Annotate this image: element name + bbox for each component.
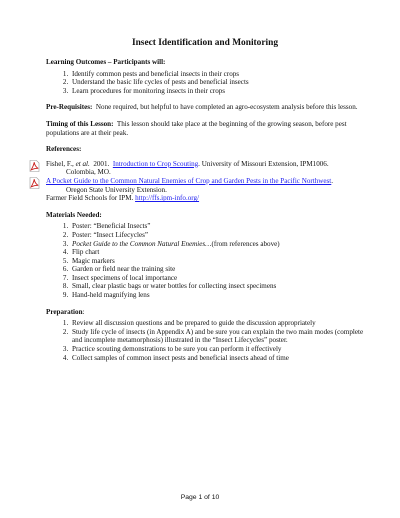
crop-scouting-link[interactable]: Introduction to Crop Scouting bbox=[112, 159, 199, 168]
pocket-guide-title: Pocket Guide to the Common Natural Enemies… bbox=[72, 239, 212, 248]
pdf-icon bbox=[29, 160, 40, 172]
list-item: 1. Identify common pests and beneficial insects in their crops bbox=[70, 70, 364, 79]
timing-text: This lesson should take place at the beginning of the growing season, before pest populations are at their peak. bbox=[46, 119, 347, 137]
preparation-label: Preparation bbox=[46, 307, 83, 316]
reference-1-rest: . University of Missouri Extension, IPM1006. bbox=[198, 159, 329, 168]
list-item: 5. Magic markers bbox=[70, 257, 364, 266]
list-item: 1. Review all discussion questions and be prepared to guide the discussion appropriately bbox=[70, 319, 364, 328]
page-footer: Page 1 of 10 bbox=[180, 494, 220, 501]
timing bbox=[46, 120, 364, 137]
document-page bbox=[46, 28, 364, 362]
preparation-heading bbox=[46, 308, 364, 317]
reference-1 bbox=[46, 160, 364, 177]
pocket-guide-note: (from references above) bbox=[211, 239, 280, 248]
learning-outcomes-heading: Learning Outcomes – Participants will: bbox=[46, 58, 166, 66]
reference-1-authors: Fishel, F., bbox=[46, 159, 76, 168]
ffs-ipm-link[interactable]: http://ffs.ipm-info.org/ bbox=[135, 194, 200, 203]
materials-list bbox=[46, 222, 364, 299]
prerequisites-label: Pre-Requisites: bbox=[46, 103, 93, 112]
list-item: 3. Practice scouting demonstrations to be sure you can perform it effectively bbox=[70, 345, 364, 354]
list-item: 2. Poster: “Insect Lifecycles” bbox=[70, 231, 364, 240]
list-item: 1. Poster: “Beneficial Insects” bbox=[70, 222, 364, 231]
list-item: 3. Learn procedures for monitoring insects in their crops bbox=[70, 87, 364, 96]
list-item: 2. Understand the basic life cycles of pests and beneficial insects bbox=[70, 78, 364, 87]
list-item: 7. Insect specimens of local importance bbox=[70, 274, 364, 283]
preparation-colon: : bbox=[82, 307, 85, 316]
list-item: 4. Collect samples of common insect pests and beneficial insects ahead of time bbox=[70, 354, 364, 363]
prerequisites-text: None required, but helpful to have completed an agro-ecosystem analysis before this lesson. bbox=[95, 103, 358, 112]
preparation-list bbox=[46, 319, 364, 362]
reference-2-continuation: Oregon State University Extension. bbox=[66, 185, 167, 194]
page-title: Insect Identification and Monitoring bbox=[131, 38, 279, 48]
reference-2 bbox=[46, 177, 364, 194]
prerequisites bbox=[46, 103, 364, 112]
list-item: 9. Hand-held magnifying lens bbox=[70, 291, 364, 300]
pocket-guide-link[interactable]: A Pocket Guide to the Common Natural Enemies of Crop and Garden Pests in the Pacific Northwest bbox=[46, 176, 332, 185]
reference-1-etal: et al. bbox=[75, 159, 90, 168]
list-item bbox=[70, 240, 364, 249]
reference-2-rest: . bbox=[331, 176, 334, 185]
reference-1-continuation: Colombia, MO. bbox=[66, 168, 111, 177]
list-item: 6. Garden or field near the training site bbox=[70, 265, 364, 274]
list-item: 2. Study life cycle of insects (in Appendix A) and be sure you can explain the two main modes (complete and incomplete metamorphosis) illustrated in the “Insect Lifecycles” poster. bbox=[70, 328, 364, 345]
reference-1-year: 2001. bbox=[93, 159, 110, 168]
list-item: 4. Flip chart bbox=[70, 248, 364, 257]
reference-3 bbox=[46, 194, 364, 203]
materials-heading: Materials Needed: bbox=[46, 210, 102, 219]
list-item: 8. Small, clear plastic bags or water bottles for collecting insect specimens bbox=[70, 282, 364, 291]
references-heading: References: bbox=[46, 145, 82, 154]
learning-outcomes-list bbox=[46, 70, 364, 96]
reference-3-text: Farmer Field Schools for IPM. bbox=[46, 194, 136, 203]
timing-label: Timing of this Lesson: bbox=[46, 119, 114, 128]
pdf-icon bbox=[29, 177, 40, 189]
